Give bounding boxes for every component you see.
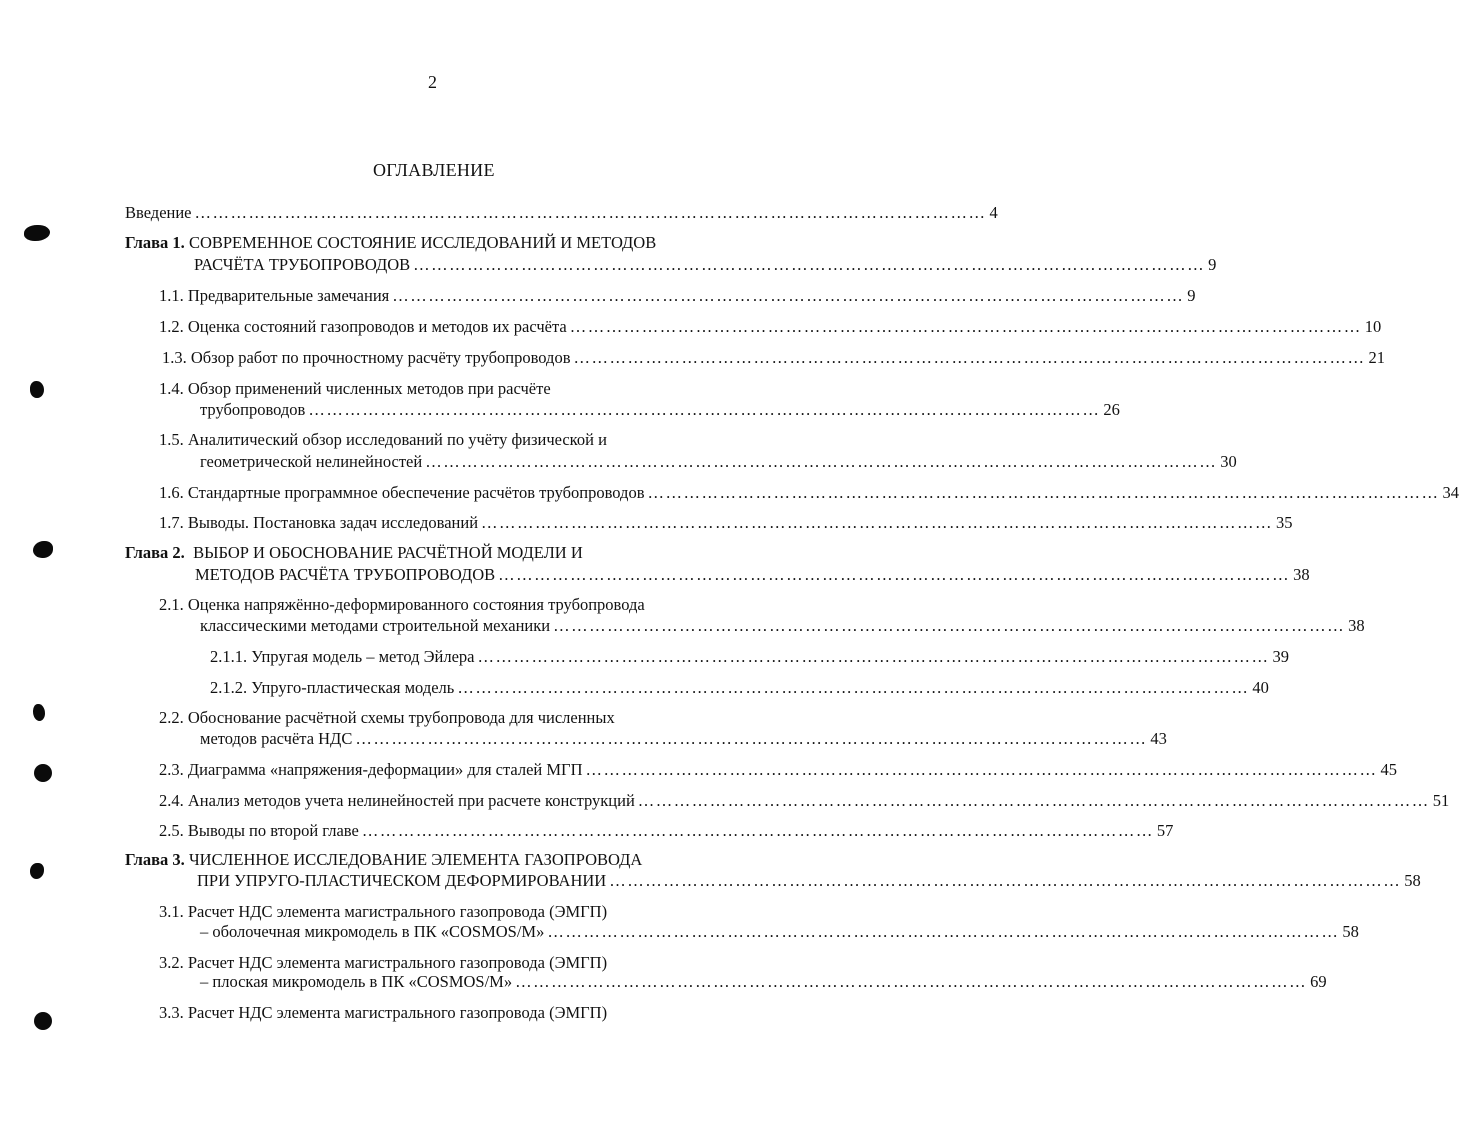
dot-leader: …………………………………………………………………………………………………………………… [481, 513, 1274, 532]
dot-leader: …………………………………………………………………………………………………………………… [308, 400, 1101, 419]
toc-page-number: 69 [1310, 972, 1327, 991]
toc-entry-2-1-line2[interactable] [200, 616, 1365, 636]
dot-leader: …………………………………………………………………………………………………………………… [392, 286, 1185, 305]
toc-page-number: 38 [1348, 616, 1365, 635]
toc-entry-text-cont: – оболочечная микромодель в ПК «COSMOS/M» [200, 922, 545, 941]
toc-entry-1-3[interactable] [162, 348, 1385, 368]
toc-entry-1-7[interactable] [159, 513, 1293, 533]
toc-chapter-2-line2[interactable] [195, 565, 1310, 585]
toc-entry-text: Введение [125, 203, 192, 222]
chapter-label: Глава 3. [125, 850, 185, 869]
toc-entry-1-1[interactable] [159, 286, 1196, 306]
dot-leader: …………………………………………………………………………………………………………………… [413, 255, 1206, 274]
toc-entry-2-5[interactable] [159, 821, 1174, 841]
toc-page-number: 34 [1442, 483, 1459, 502]
toc-chapter-1-line2[interactable] [194, 255, 1217, 275]
toc-chapter-3-line2[interactable] [197, 871, 1421, 891]
toc-page-number: 26 [1103, 400, 1120, 419]
toc-entry-2-3[interactable] [159, 760, 1398, 780]
toc-page-number: 9 [1208, 255, 1217, 274]
dot-leader: …………………………………………………………………………………………………………………… [585, 760, 1378, 779]
toc-page-number: 58 [1404, 871, 1421, 890]
dot-leader: …………………………………………………………………………………………………………………… [637, 791, 1430, 810]
toc-entry-1-5-line1[interactable] [159, 430, 607, 450]
chapter-title-cont: ПРИ УПРУГО-ПЛАСТИЧЕСКОМ ДЕФОРМИРОВАНИИ [197, 871, 607, 890]
toc-entry-3-1-line2[interactable] [200, 922, 1359, 942]
toc-page-number: 51 [1432, 791, 1450, 810]
chapter-title: СОВРЕМЕННОЕ СОСТОЯНИЕ ИССЛЕДОВАНИЙ И МЕТОДОВ [188, 233, 657, 252]
toc-entry-1-4-line2[interactable] [200, 400, 1120, 420]
toc-chapter-1-line1[interactable] [125, 233, 656, 253]
toc-page-number: 45 [1380, 760, 1398, 779]
toc-entry-2-1-1[interactable] [210, 647, 1289, 667]
toc-entry-text: 1.5. Аналитический обзор исследований по учёту физической и [159, 430, 607, 449]
toc-page-number: 9 [1187, 286, 1196, 305]
dot-leader: …………………………………………………………………………………………………………………… [573, 348, 1366, 367]
toc-entry-1-5-line2[interactable] [200, 452, 1237, 472]
toc-entry-text: 3.3. Расчет НДС элемента магистрального газопровода (ЭМГП) [159, 1003, 608, 1022]
toc-entry-text: 1.2. Оценка состояний газопроводов и методов их расчёта [159, 317, 567, 336]
ink-blot [30, 863, 44, 879]
toc-page-number: 39 [1272, 647, 1289, 666]
toc-entry-text-cont: методов расчёта НДС [200, 729, 353, 748]
dot-leader: …………………………………………………………………………………………………………………… [477, 647, 1270, 666]
dot-leader: …………………………………………………………………………………………………………………… [194, 203, 987, 222]
toc-entry-text-cont: геометрической нелинейностей [200, 452, 423, 471]
ink-blot [24, 225, 50, 241]
toc-entry-1-2[interactable] [159, 317, 1382, 337]
dot-leader: …………………………………………………………………………………………………………………… [515, 972, 1308, 991]
toc-entry-text: 1.4. Обзор применений численных методов при расчёте [159, 379, 551, 398]
toc-entry-3-1-line1[interactable] [159, 902, 607, 922]
toc-page-number: 43 [1150, 729, 1167, 748]
toc-entry-intro[interactable] [125, 203, 998, 223]
toc-page-number: 35 [1276, 513, 1293, 532]
ink-blot [34, 764, 52, 782]
page-number: 2 [428, 72, 437, 92]
toc-entry-text: 1.6. Стандартные программное обеспечение расчётов трубопроводов [159, 483, 645, 502]
toc-entry-text: 3.1. Расчет НДС элемента магистрального газопровода (ЭМГП) [159, 902, 608, 921]
toc-entry-text: 1.7. Выводы. Постановка задач исследований [159, 513, 479, 532]
toc-entry-text: 1.3. Обзор работ по прочностному расчёту трубопроводов [162, 348, 571, 367]
dot-leader: …………………………………………………………………………………………………………………… [498, 565, 1291, 584]
toc-entry-text-cont: – плоская микромодель в ПК «COSMOS/M» [200, 972, 513, 991]
toc-page-number: 40 [1252, 678, 1269, 697]
chapter-label: Глава 2. [125, 543, 185, 562]
toc-entry-text: 2.1. Оценка напряжённо-деформированного состояния трубопровода [159, 595, 645, 614]
ink-blot [34, 1012, 52, 1030]
toc-entry-text: 2.4. Анализ методов учета нелинейностей при расчете конструкций [159, 791, 635, 810]
dot-leader: …………………………………………………………………………………………………………………… [547, 922, 1340, 941]
toc-chapter-3-line1[interactable] [125, 850, 642, 870]
dot-leader: …………………………………………………………………………………………………………………… [647, 483, 1440, 502]
ink-blot [33, 541, 53, 558]
toc-page-number: 57 [1156, 821, 1174, 840]
toc-entry-1-6[interactable] [159, 483, 1459, 503]
toc-entry-text: 2.5. Выводы по второй главе [159, 821, 359, 840]
toc-entry-3-3-line1[interactable] [159, 1003, 607, 1023]
toc-page-number: 10 [1364, 317, 1382, 336]
toc-entry-2-1-line1[interactable] [159, 595, 645, 615]
toc-entry-text: 2.3. Диаграмма «напряжения-деформации» для сталей МГП [159, 760, 583, 779]
dot-leader: …………………………………………………………………………………………………………………… [569, 317, 1362, 336]
chapter-title-cont: МЕТОДОВ РАСЧЁТА ТРУБОПРОВОДОВ [195, 565, 496, 584]
toc-entry-text: 3.2. Расчет НДС элемента магистрального газопровода (ЭМГП) [159, 953, 608, 972]
toc-chapter-2-line1[interactable] [125, 543, 583, 563]
toc-entry-2-2-line1[interactable] [159, 708, 615, 728]
toc-page-number: 58 [1342, 922, 1359, 941]
toc-page-number: 30 [1220, 452, 1237, 471]
dot-leader: …………………………………………………………………………………………………………………… [355, 729, 1148, 748]
toc-entry-2-1-2[interactable] [210, 678, 1269, 698]
ink-blot [33, 704, 45, 721]
dot-leader: …………………………………………………………………………………………………………………… [361, 821, 1154, 840]
toc-page-number: 38 [1293, 565, 1310, 584]
toc-page-number: 4 [989, 203, 998, 222]
toc-entry-text-cont: трубопроводов [200, 400, 306, 419]
toc-entry-3-2-line2[interactable] [200, 972, 1327, 992]
chapter-title: ЧИСЛЕННОЕ ИССЛЕДОВАНИЕ ЭЛЕМЕНТА ГАЗОПРОВОДА [188, 850, 643, 869]
dot-leader: …………………………………………………………………………………………………………………… [553, 616, 1346, 635]
toc-entry-text: 2.2. Обоснование расчётной схемы трубопровода для численных [159, 708, 615, 727]
page-title: ОГЛАВЛЕНИЕ [373, 160, 495, 180]
toc-page-number: 21 [1368, 348, 1385, 367]
dot-leader: …………………………………………………………………………………………………………………… [609, 871, 1402, 890]
toc-entry-text: 2.1.2. Упруго-пластическая модель [210, 678, 455, 697]
toc-entry-text: 1.1. Предварительные замечания [159, 286, 390, 305]
toc-entry-2-2-line2[interactable] [200, 729, 1167, 749]
chapter-title: ВЫБОР И ОБОСНОВАНИЕ РАСЧЁТНОЙ МОДЕЛИ И [193, 543, 583, 562]
dot-leader: …………………………………………………………………………………………………………………… [425, 452, 1218, 471]
toc-entry-3-2-line1[interactable] [159, 953, 607, 973]
toc-entry-1-4-line1[interactable] [159, 379, 551, 399]
toc-entry-text: 2.1.1. Упругая модель – метод Эйлера [210, 647, 475, 666]
toc-entry-2-4[interactable] [159, 791, 1450, 811]
chapter-title-cont: РАСЧЁТА ТРУБОПРОВОДОВ [194, 255, 411, 274]
chapter-label: Глава 1. [125, 233, 185, 252]
dot-leader: …………………………………………………………………………………………………………………… [457, 678, 1250, 697]
toc-entry-text-cont: классическими методами строительной механики [200, 616, 551, 635]
ink-blot [30, 381, 44, 398]
